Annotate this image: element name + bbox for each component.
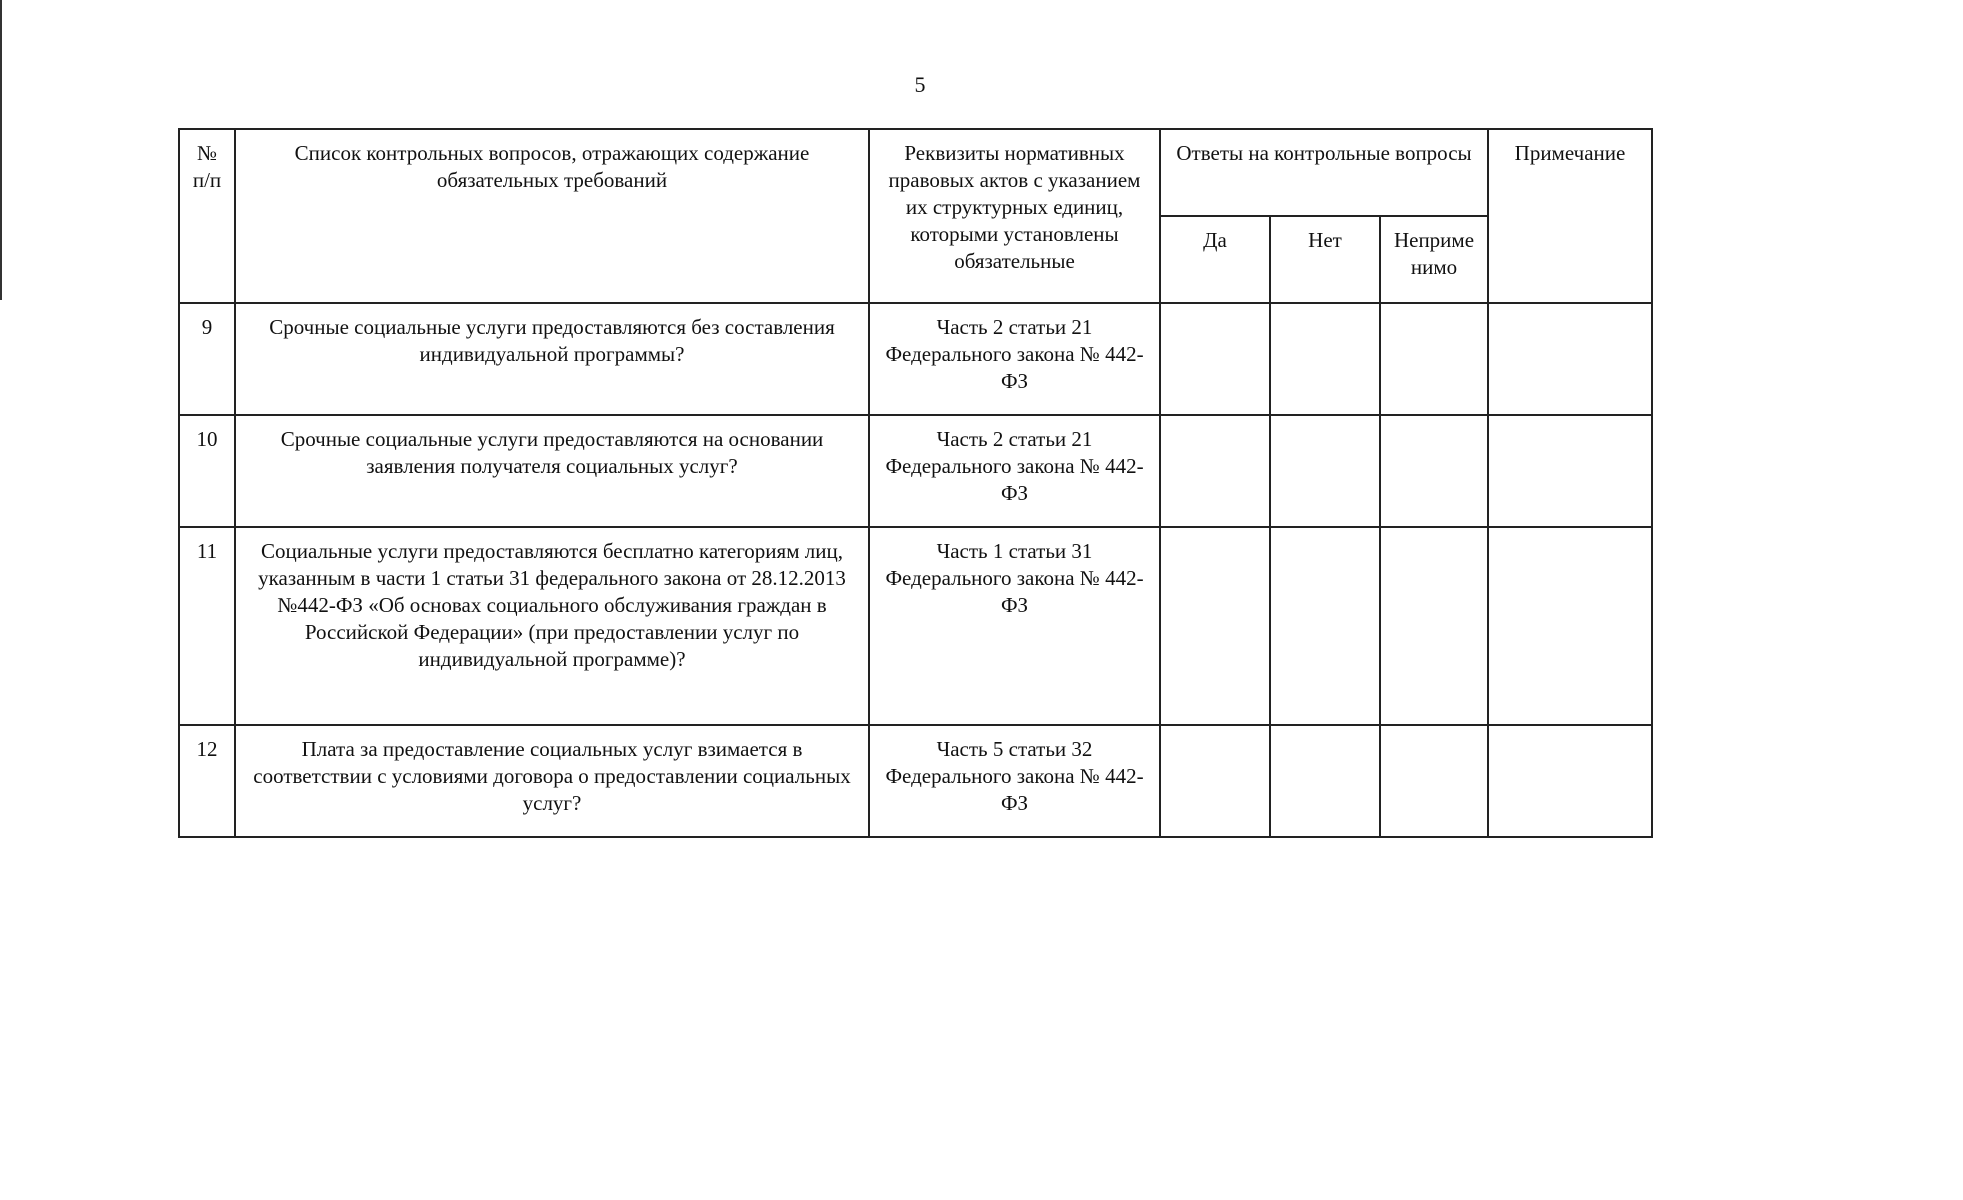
checklist-table xyxy=(178,128,1653,838)
answer-yes-cell[interactable] xyxy=(1160,303,1270,415)
table-row xyxy=(179,415,1652,527)
note-cell[interactable] xyxy=(1488,527,1652,725)
note-cell[interactable] xyxy=(1488,725,1652,837)
row-question: Плата за предоставление социальных услуг взимается в соответствии с условиями договора о предоставлении социальных услуг? xyxy=(235,725,869,837)
row-num: 12 xyxy=(179,725,235,837)
row-num: 9 xyxy=(179,303,235,415)
header-note: Примечание xyxy=(1488,129,1652,303)
row-requisites: Часть 5 статьи 32 Федерального закона № 442-ФЗ xyxy=(869,725,1160,837)
answer-yes-cell[interactable] xyxy=(1160,725,1270,837)
row-requisites: Часть 2 статьи 21 Федерального закона № 442-ФЗ xyxy=(869,303,1160,415)
header-requisites xyxy=(869,129,1160,303)
table-row xyxy=(179,303,1652,415)
answer-na-cell[interactable] xyxy=(1380,725,1488,837)
answer-no-cell[interactable] xyxy=(1270,725,1380,837)
answer-na-cell[interactable] xyxy=(1380,415,1488,527)
answer-no-cell[interactable] xyxy=(1270,527,1380,725)
table-row xyxy=(179,725,1652,837)
page-number: 5 xyxy=(914,72,926,97)
header-yes: Да xyxy=(1160,216,1270,303)
header-no: Нет xyxy=(1270,216,1380,303)
row-question: Социальные услуги предоставляются бесплатно категориям лиц, указанным в части 1 статьи 31 федерального закона от 28.12.2013 №442-ФЗ «Об основах социального обслуживания граждан в Российской Федерации» (при предоставлении услуг по индивидуальной программе)? xyxy=(235,527,869,725)
answer-no-cell[interactable] xyxy=(1270,415,1380,527)
table-header-row xyxy=(179,129,1652,216)
row-question: Срочные социальные услуги предоставляются без составления индивидуальной программы? xyxy=(235,303,869,415)
header-na: Неприме нимо xyxy=(1380,216,1488,303)
answer-yes-cell[interactable] xyxy=(1160,527,1270,725)
header-question: Список контрольных вопросов, отражающих содержание обязательных требований xyxy=(235,129,869,303)
header-answers: Ответы на контрольные вопросы xyxy=(1160,129,1488,216)
row-question: Срочные социальные услуги предоставляются на основании заявления получателя социальных услуг? xyxy=(235,415,869,527)
answer-na-cell[interactable] xyxy=(1380,527,1488,725)
header-requisites-text: Реквизиты нормативных правовых актов с указанием их структурных единиц, которыми установлены обязательные xyxy=(888,141,1141,273)
note-cell[interactable] xyxy=(1488,415,1652,527)
row-requisites: Часть 1 статьи 31 Федерального закона № 442-ФЗ xyxy=(869,527,1160,725)
row-requisites: Часть 2 статьи 21 Федерального закона № 442-ФЗ xyxy=(869,415,1160,527)
scan-edge-line xyxy=(0,0,2,300)
header-num: № п/п xyxy=(179,129,235,303)
answer-yes-cell[interactable] xyxy=(1160,415,1270,527)
row-num: 11 xyxy=(179,527,235,725)
row-num: 10 xyxy=(179,415,235,527)
note-cell[interactable] xyxy=(1488,303,1652,415)
answer-no-cell[interactable] xyxy=(1270,303,1380,415)
table-row xyxy=(179,527,1652,725)
answer-na-cell[interactable] xyxy=(1380,303,1488,415)
